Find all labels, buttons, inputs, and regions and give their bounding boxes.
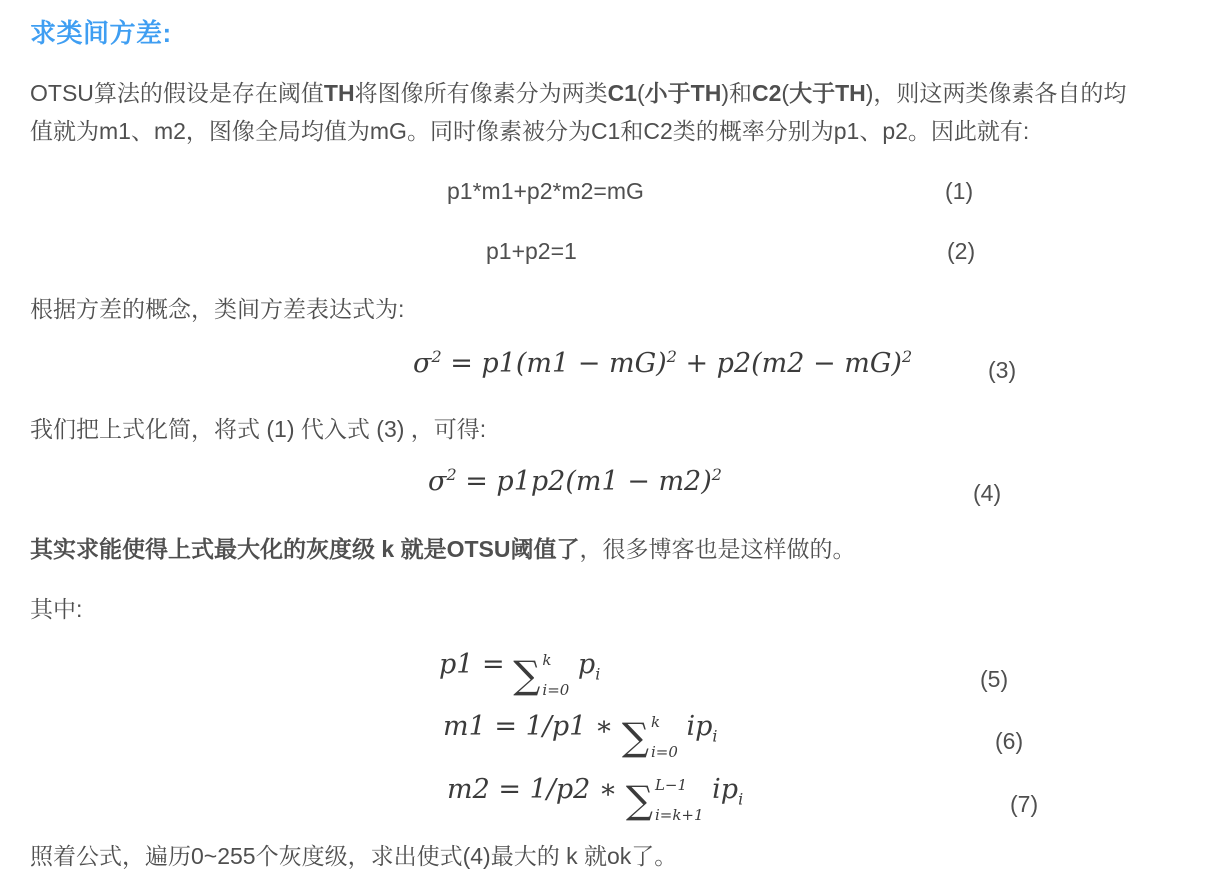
- summation-symbol: [513, 652, 569, 698]
- summation-lower-limit: i=0: [542, 680, 570, 699]
- equation-4: [0, 463, 1218, 509]
- p1-run-bold: C2: [751, 80, 782, 106]
- summation-symbol: [626, 777, 704, 823]
- summation-symbol: [622, 714, 678, 760]
- equation-7: [0, 771, 1218, 824]
- paragraph-variance-intro: 根据方差的概念，类间方差表达式为:: [30, 296, 405, 322]
- paragraph-otsu-threshold: [30, 530, 855, 568]
- sigma-symbol: σ: [428, 466, 447, 497]
- paragraph-otsu-assumption: [30, 74, 1205, 150]
- equation-6-formula: [443, 708, 718, 760]
- equation-5-number: (5): [980, 666, 1009, 692]
- exponent: 2: [446, 465, 457, 484]
- section-heading: 求类间方差:: [30, 18, 172, 48]
- equation-1-formula: p1*m1+p2*m2=mG: [447, 178, 644, 204]
- equation-6-number: (6): [995, 728, 1024, 754]
- subscript: i: [738, 789, 744, 809]
- p1-run: 将图像所有像素分为两类: [354, 80, 608, 106]
- p1-run: 值就为m1、m2，图像全局均值为mG。同时像素被分为C1和C2类的概率分别为p1、p2。因此就有:: [30, 118, 1030, 144]
- math-term: m1 = 1/p1 ∗: [443, 711, 622, 742]
- exponent: 2: [901, 347, 913, 366]
- summation-upper-limit: L−1: [654, 776, 688, 795]
- summation-limits: [651, 714, 678, 760]
- equation-2-formula: p1+p2=1: [486, 238, 577, 264]
- paragraph-wherein: 其中:: [30, 596, 83, 622]
- math-term: + p2(m2 − mG): [676, 348, 902, 379]
- equation-5-formula: [439, 646, 600, 698]
- exponent: 2: [666, 347, 677, 366]
- equation-4-number: (4): [973, 480, 1002, 506]
- p1-run: )和: [721, 80, 752, 106]
- equation-7-formula: [447, 771, 743, 823]
- equation-2: [0, 232, 1218, 278]
- equation-1-number: (1): [945, 178, 974, 204]
- equation-3-formula: [413, 345, 912, 383]
- p1-run: )，则这两类像素各自的均: [865, 80, 1127, 106]
- p1-run-bold: 大于TH: [789, 80, 866, 106]
- summation-lower-limit: i=k+1: [654, 805, 704, 824]
- sigma-sum-glyph: ∑: [625, 778, 653, 822]
- summation-upper-limit: k: [650, 713, 661, 732]
- exponent: 2: [711, 465, 722, 484]
- equation-3: [0, 345, 1218, 391]
- summation-limits: [542, 652, 569, 698]
- p4-bold-run: 其实求能使得上式最大化的灰度级 k 就是OTSU阈值了: [30, 536, 580, 562]
- sigma-sum-glyph: ∑: [513, 653, 541, 697]
- equation-2-number: (2): [947, 238, 976, 264]
- summation-upper-limit: k: [542, 651, 552, 670]
- math-term: ip: [703, 774, 739, 805]
- math-term: m2 = 1/p2 ∗: [447, 774, 626, 805]
- equation-6: [0, 708, 1218, 761]
- math-term: ip: [677, 711, 713, 742]
- math-term: = p1p2(m1 − m2): [456, 466, 712, 497]
- math-term: = p1(m1 − mG): [441, 348, 667, 379]
- p1-run-bold: C1: [607, 80, 637, 106]
- math-term: p1 =: [439, 649, 514, 680]
- summation-limits: [655, 777, 704, 823]
- sigma-symbol: σ: [413, 348, 432, 379]
- equation-4-formula: [428, 463, 722, 501]
- p1-run: OTSU算法的假设是存在阈值: [30, 80, 324, 106]
- equation-7-number: (7): [1010, 791, 1039, 817]
- paragraph-iterate-gray-levels: 照着公式，遍历0~255个灰度级，求出使式(4)最大的 k 就ok了。: [30, 843, 678, 869]
- p1-run-bold: 小于TH: [644, 80, 722, 106]
- sigma-sum-glyph: ∑: [621, 715, 649, 759]
- exponent: 2: [431, 347, 442, 366]
- summation-lower-limit: i=0: [650, 742, 678, 761]
- subscript: i: [712, 726, 718, 746]
- equation-5: [0, 646, 1218, 699]
- p1-run: (: [781, 80, 790, 106]
- paragraph-simplify: 我们把上式化简，将式 (1) 代入式 (3) ，可得:: [30, 416, 487, 442]
- p1-run-bold: TH: [323, 80, 355, 106]
- p1-run: (: [636, 80, 645, 106]
- math-term: p: [569, 649, 596, 680]
- equation-3-number: (3): [988, 357, 1017, 383]
- p4-run: ，很多博客也是这样做的。: [579, 536, 856, 562]
- subscript: i: [595, 664, 601, 684]
- equation-1: [0, 172, 1218, 218]
